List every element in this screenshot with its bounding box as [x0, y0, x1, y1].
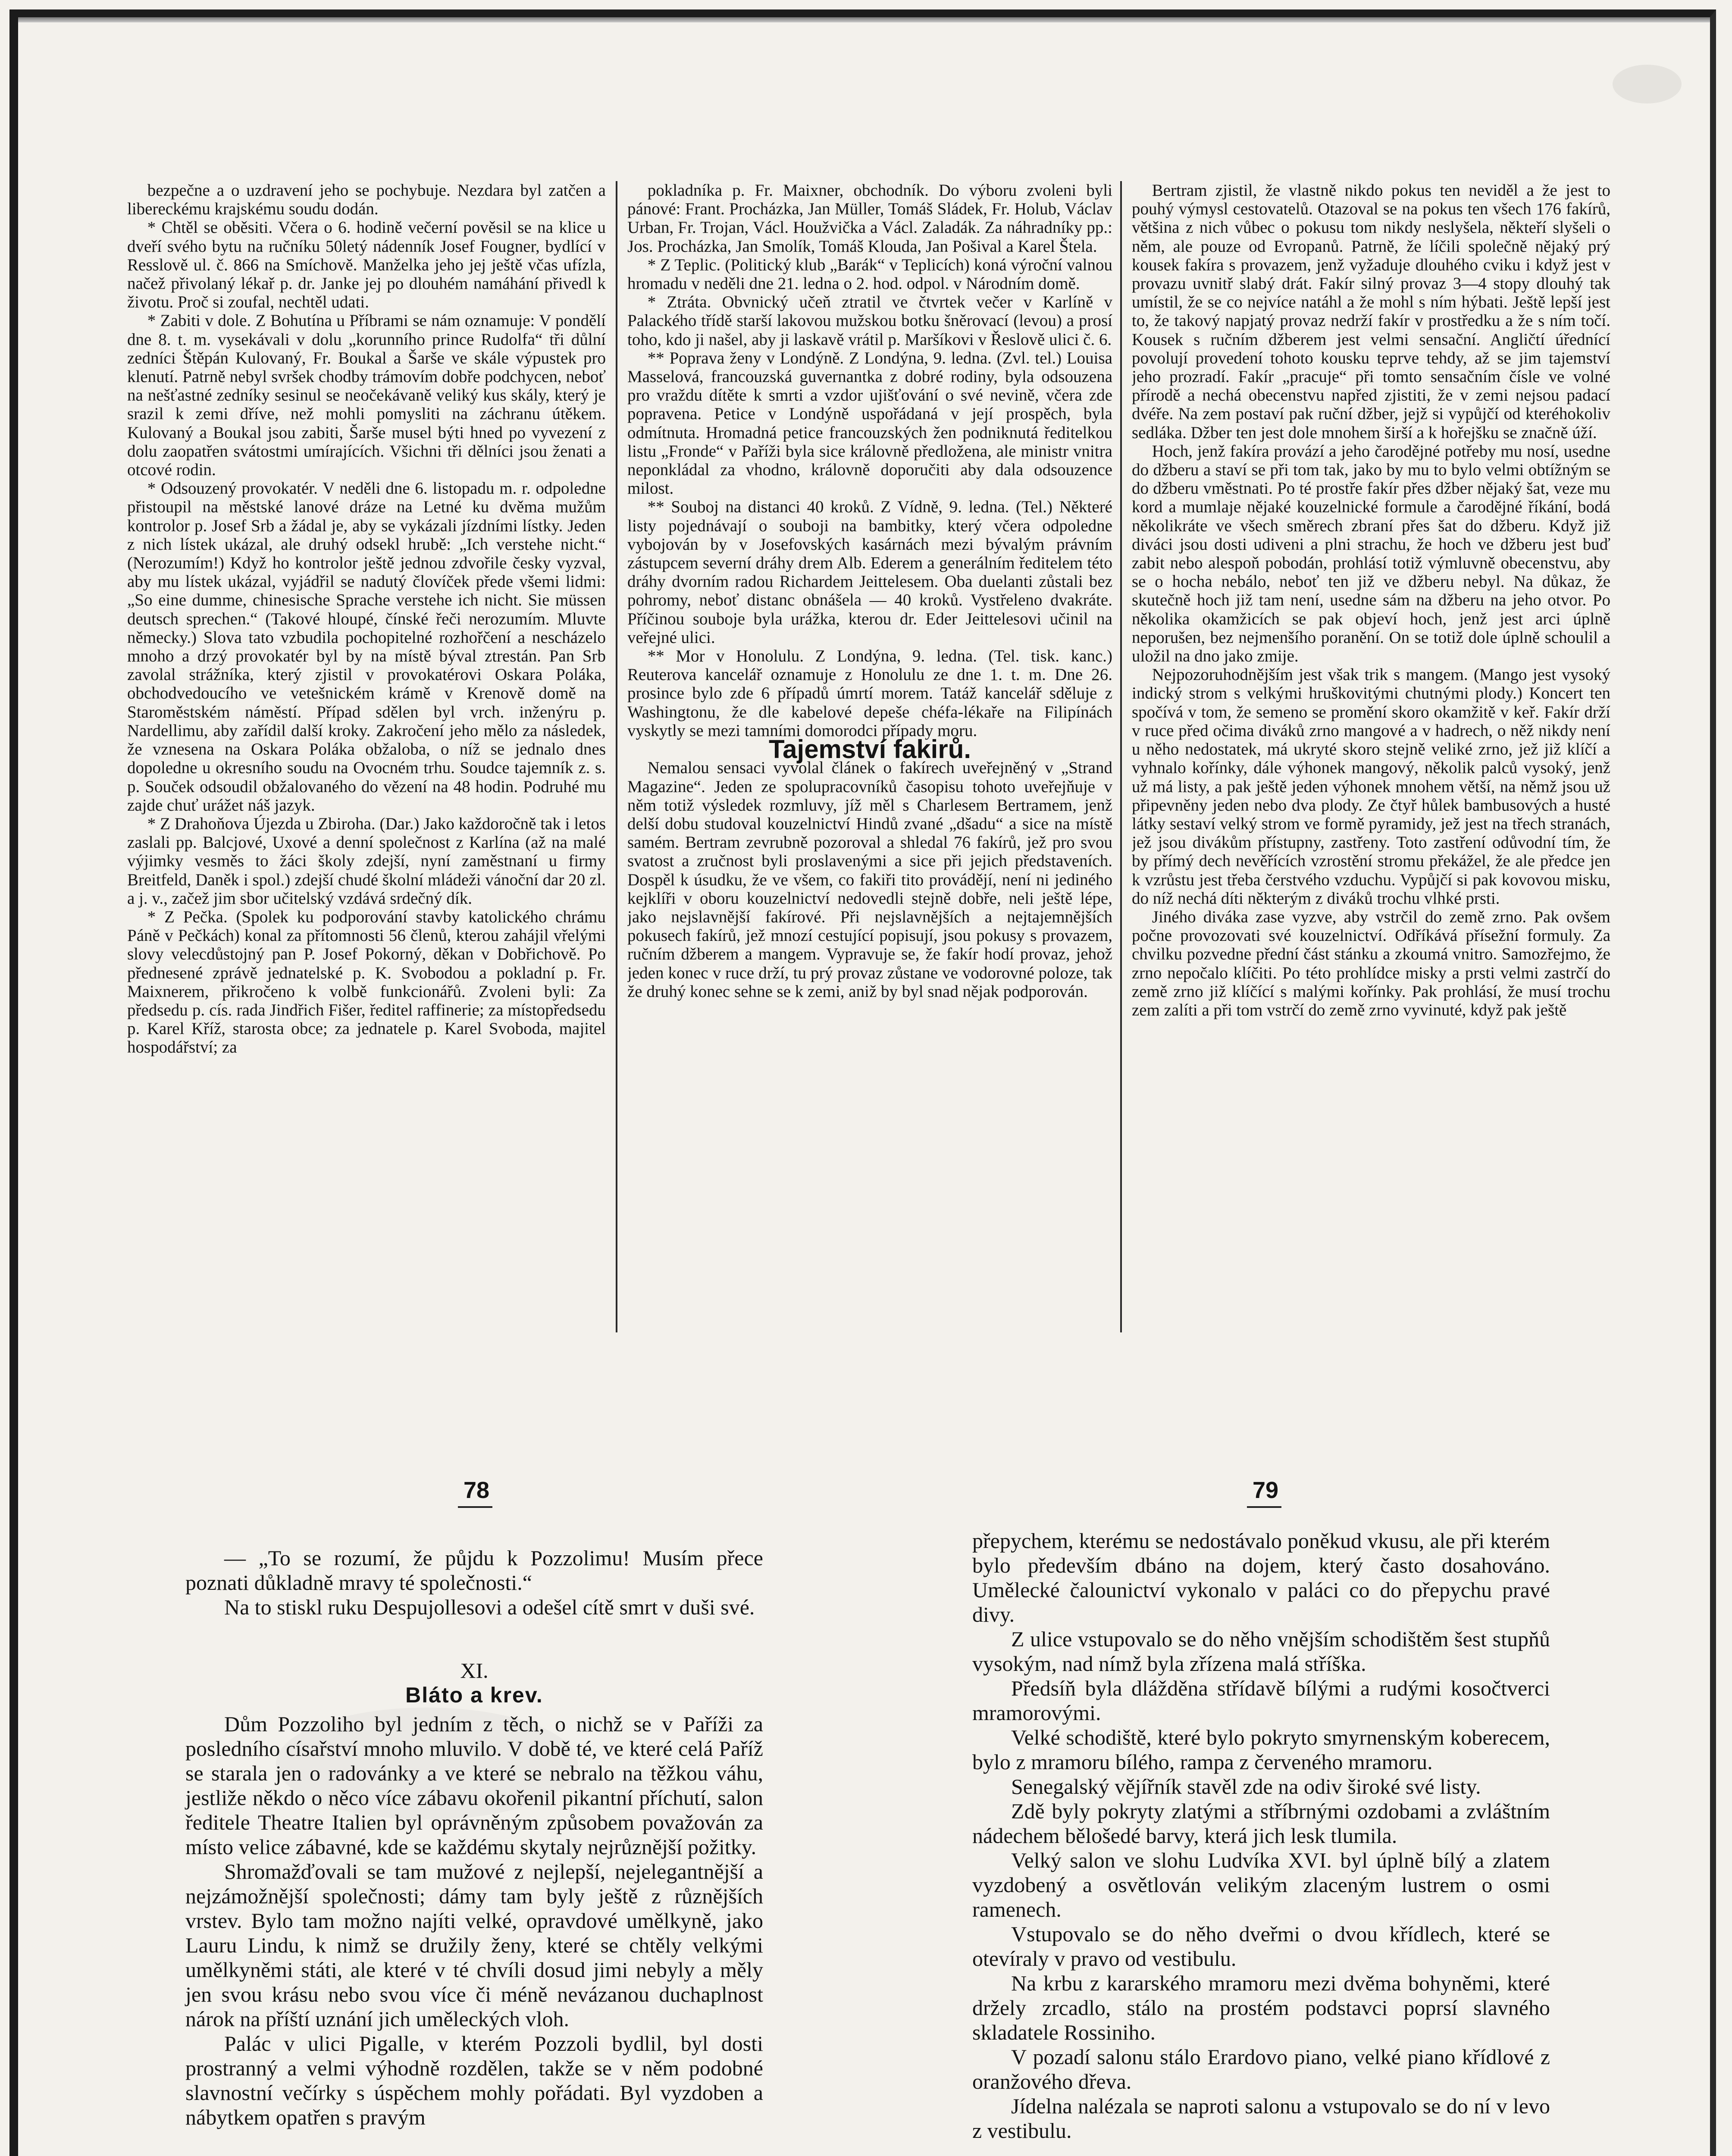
scan-top-edge — [18, 17, 1710, 22]
book-paragraph: Jídelna nalézala se naproti salonu a vstupovalo se do ní v levo z vestibulu. — [972, 2094, 1550, 2143]
book-paragraph: Palác v ulici Pigalle, v kterém Pozzoli bydlil, byl dosti prostranný a velmi výhodně rozdělen, takže se v něm podobné slavnostní večírky s úspěchem mohly pořádati. Byl vyzdoben a nábytkem opatřen s pravým — [185, 2031, 763, 2129]
book-paragraph: přepychem, kterému se nedostávalo poněkud vkusu, ale při kterém bylo především dbáno na dojem, který často dosahováno. Umělecké čalounictví vykonalo v paláci co do přepychu pravé divy. — [972, 1529, 1550, 1626]
news-paragraph: Nemalou sensaci vyvolal článek o fakírech uveřejněný v „Strand Magazine“. Jeden ze spolupracovníků časopisu tohoto uveřejňuje v něm totiž výsledek rozmluvy, jíž měl s Charlesem Bertramem, jenž delší dobu studoval kouzelnictví Hindů zvané „dšadu“ a sice na místě samém. Bertram zevrubně pozoroval a shledal 76 fakírů, jež pro svou svatost a zručnost byli proslavenými a sice při jejich představeních. Dospěl k úsudku, že ve všem, co fakiři tito provádějí, není ni jediného kejklíři v oboru kouzelnictví nedovedli stejně dobře, neli ještě lépe, jako nejslavnější fakírové. Při nejslavnějších a nejtajemnějších pokusech fakírů, jež mnozí cestující popisují, jsou pokusy s provazem, ručním džberem a mangem. Vypravuje se, že fakír hodí provaz, jehož jeden konec v ruce drží, tu prý provaz zůstane ve vodorovné poloze, tak že druhý konec sehne se k zemi, aniž by byl snad nějak podporován. — [627, 758, 1112, 1001]
news-paragraph: ** Poprava ženy v Londýně. Z Londýna, 9. ledna. (Zvl. tel.) Louisa Masselová, francouzská guvernantka z dobré rodiny, byla odsouzena pro vraždu dítěte k smrti a vzdor ujišťování o své nevině, včera zde popravena. Petice v Londýně uspořádaná v její prospěch, byla odmítnuta. Hromadná petice francouzských žen podniknutá ředitelkou listu „Fronde“ v Paříži byla sice královně předložena, ale ministr vnitra neponkládal za vhodno, královně doporučiti aby dala odsouzence milost. — [627, 348, 1112, 498]
book-paragraph: Dům Pozzoliho byl jedním z těch, o nichž se v Paříži za posledního císařství mnoho mluvilo. V době té, ve které celá Paříž se starala jen o radovánky a ve které se nebralo na těžkou váhu, jestliže někdo o něco více zábavu okořenil pikantní příchutí, salon ředitele Theatre Italien byl oprávněným způsobem považován za místo velice zábavné, kde se každému skytaly nejrůznější požitky. — [185, 1712, 763, 1859]
news-paragraph: Hoch, jenž fakíra provází a jeho čarodějné potřeby mu nosí, usedne do džberu a staví se při tom tak, jako by mu to bylo velmi obtížným se do džberu vměstnati. Po té prostře fakír přes džber nějaký šat, veze mu kord a mumlaje nějaké kouzelnické formule a čarodějné říkání, bodá několikráte ve všech směrech zbraní přes šat do džberu. Když již diváci jsou dosti udiveni a plni strachu, že hoch ve džberu jest buď zabit nebo alespoň pobodán, prohlásí totiž výmluvně obecenstvu, aby se o hocha nebálo, neboť ten již ve džberu nebyl. Na důkaz, že skutečně hoch již tam není, usedne sám na džberu na jeho otvor. Po několika okamžicích se pak objeví hoch, jenž jest arci úplně neporušen, bez nejmenšího poranění. On se totiž dole úplně schoulil a uložil na dno jako zmije. — [1132, 442, 1610, 666]
book-paragraph: Velké schodiště, které bylo pokryto smyrnenským koberecem, bylo z mramoru bílého, rampa z červeného mramoru. — [972, 1725, 1550, 1774]
book-paragraph: Předsíň byla dlážděna střídavě bílými a rudými kosočtverci mramorovými. — [972, 1676, 1550, 1725]
book-page-right — [972, 1529, 1550, 2143]
book-paragraph: Na to stiskl ruku Despujollesovi a odešel cítě smrt v duši své. — [224, 1595, 755, 1619]
news-paragraph: * Chtěl se oběsiti. Včera o 6. hodině večerní pověsil se na klice u dveří svého bytu na ručníku 50letý nádenník Josef Fougner, bydlící v Resslově ul. č. 866 na Smíchově. Manželka jeho jej ještě včas ufízla, načež přivolaný lékař p. dr. Janke jej po dlouhém namáhání přivedl k životu. Proč si zoufal, nechtěl udati. — [127, 218, 606, 312]
book-paragraph: Vstupovalo se do něho dveřmi o dvou křídlech, které se otevíraly v pravo od vestibulu. — [972, 1922, 1550, 1971]
news-paragraph: Jiného diváka zase vyzve, aby vstrčil do země zrno. Pak ovšem počne provozovati své kouzelnictví. Odříkává přísežní formuly. Za chvilku pozvedne přední část stánku a zkoumá vnitro. Samozřejmo, že zrno nepočalo klíčiti. Po této prohlídce misky a prsti velmi zastrčí do země zrno již klíčící s malými kořínky. Pak prohlásí, že musí trochu zem zalíti a při tom vstrčí do země zrno vyvinuté, když pak ještě — [1132, 907, 1610, 1019]
news-paragraph: pokladníka p. Fr. Maixner, obchodník. Do výboru zvoleni byli pánové: Frant. Procházka, Jan Müller, Tomáš Sládek, Fr. Holub, Václav Urban, Fr. Trojan, Václ. Houžvička a Václ. Zaladák. Za náhradníky pp.: Jos. Procházka, Jan Smolík, Tomáš Klouda, Jan Pošival a Karel Štela. — [627, 181, 1112, 256]
chapter-title: Bláto a krev. — [405, 1683, 543, 1707]
book-paragraph: Shromažďovali se tam mužové z nejlepší, nejelegantnější a nejzámožnější společnosti; dámy tam byly ještě z různějších vrstev. Bylo tam možno najíti velké, opravdové umělkyně, jako Lauru Lindu, k nimž se družily ženy, které se chtěly velkými umělkyněmi státi, ale které v té chvíli dosud jimi nebyly a měly jen svou krásu nebo svou více či méně nevázanou duchaplnost nárok na příští uznání jich uměleckých vloh. — [185, 1859, 763, 2031]
news-paragraph: * Z Drahoňova Újezda u Zbiroha. (Dar.) Jako každoročně tak i letos zaslali pp. Balcjové, Uxové a denní společnost z Karlína (až na malé výjimky vesměs to žáci školy zdejší, nyní zaměstnaní u firmy Breitfeld, Daněk i spol.) zdejší chudé školní mládeži vánoční dar 20 zl. a j. v., začež jim sbor učitelský vzdává srdečný dík. — [127, 814, 606, 908]
column-divider — [616, 181, 617, 1332]
page-number-underline — [1247, 1506, 1281, 1508]
news-paragraph: bezpečne a o uzdravení jeho se pochybuje. Nezdara byl zatčen a libereckému krajskému soudu dodán. — [127, 181, 606, 219]
news-paragraph: ** Mor v Honolulu. Z Londýna, 9. ledna. (Tel. tisk. kanc.) Reuterova kancelář oznamuje z Honolulu ze dne 1. t. m. Dne 26. prosince bylo zde 6 případů úmrtí morem. Tatáž kancelář sděluje z Washingtonu, že dle kabelové depeše chéfa-lékaře na Filipínách vyskytly se mezi tamními domorodci případy moru. — [627, 647, 1112, 740]
book-paragraph: V pozadí salonu stálo Erardovo piano, velké piano křídlové z oranžového dřeva. — [972, 2045, 1550, 2093]
news-paragraph: * Odsouzený provokatér. V neděli dne 6. listopadu m. r. odpoledne přistoupil na městské lanové dráze na Letné ku dvěma mužům kontrolor p. Josef Srb a žádal je, aby se vykázali jízdními lístky. Jeden z nich lístek ukázal, ale druhý odsekl hrubě: „Ich verstehe nicht.“ (Nerozumím!) Když ho kontrolor ještě jednou zdvořile česky vyzval, aby mu lístek ukázal, vyjádřil se nadutý človíček přede všemi lidmi: „So eine dumme, chinesische Sprache verstehe ich nicht. Sie müssen deutsch sprechen.“ (Takové hloupé, čínské řeči nerozumím. Mluvte německy.) Slova tato vzbudila pochopitelné rozhořčení a nescházelo mnoho a drzý provokatér byl by na místě býval ztrestán. Pan Srb zavolal strážníka, který zjistil v provokatérovi Oskara Poláka, obchodvedoucího ve vetešnickém krámě v Krenově domě na Staroměstském náměstí. Případ sdělen byl vrch. inženýru p. Nardellimu, aby zařídil další kroky. Zakročení jeho mělo za následek, že vznesena na Oskara Poláka obžaloba, o níž se jednalo dnes dopoledne u okresního soudu na Ovocném trhu. Soudce tajemník z. s. p. Souček odsoudil obžalovaného do vězení na 48 hodin. Podruhé mu zajde chuť urážet náš jazyk. — [127, 479, 606, 815]
news-column-middle — [627, 181, 1112, 1337]
news-paragraph: ** Souboj na distanci 40 kroků. Z Vídně, 9. ledna. (Tel.) Některé listy pojednávají o souboji na bambitky, který včera odpoledne vybojován by v Josefovských kasárnách mezi bývalým právním zástupcem severní dráhy drem Alb. Ederem a generálním ředitelem této dráhy dvorním radou Richardem Jeittelesem. Oba duelanti zůstali bez pohromy, neboť distanc obnášela — 40 kroků. Vystřeleno dvakráte. Příčinou souboje byla urážka, kterou dr. Eder Jeittelesovi učinil na veřejné ulici. — [627, 498, 1112, 647]
news-paragraph: * Z Pečka. (Spolek ku podporování stavby katolického chrámu Páně v Pečkách) konal za přítomnosti 56 členů, kterou zahájil vřelými slovy velecdůstojný pan P. Josef Pokorný, děkan v Dobřichově. Po přednesené zprávě jednatelské p. K. Svobodou a pokladní p. Fr. Maixnerem, přikročeno k volbě funkcionářů. Zvoleni byli: Za předsedu p. cís. rada Jindřich Fišer, ředitel raffinerie; za místopředsedu p. Karel Kříž, starosta obce; za jednatele p. Karel Svoboda, majitel hospodářství; za — [127, 907, 606, 1057]
news-column-right — [1132, 181, 1610, 1337]
news-paragraph: * Z Teplic. (Politický klub „Barák“ v Teplicích) koná výroční valnou hromadu v neděli dne 21. ledna o 2. hod. odpol. v Národním domě. — [627, 255, 1112, 293]
news-column-left — [127, 181, 606, 1337]
book-page-left — [185, 1546, 763, 2130]
news-paragraph: * Zabiti v dole. Z Bohutína u Příbrami se nám oznamuje: V pondělí dne 8. t. m. vysekávali v dolu „korunního prince Rudolfa“ tři důlní zedníci Štěpán Kulovaný, Fr. Boukal a Šarše ve skále výpustek pro klenutí. Patrně nebyl svršek chodby trámovím dobře podchycen, neboť na nešťastné zedníky sesinul se neočekávaně veliký kus skály, který je srazil k zemi dříve, než mohli pomysliti na záchranu útěkem. Kulovaný a Boukal jsou zabiti, Šarše musel býti hned po vyvezení z dolu zaopatřen svátostmi umírajících. Všichni tři dělníci jsou ženati a otcové rodin. — [127, 311, 606, 479]
news-paragraph: * Ztráta. Obvnický učeň ztratil ve čtvrtek večer v Karlíně v Palackého třídě starší lakovou mužskou botku šněrovací (levou) a prosí toho, kdo ji našel, aby ji laskavě vrátil p. Maršíkovi v Řeslově ulici č. 6. — [627, 293, 1112, 349]
news-paragraph: Nejpozoruhodnějším jest však trik s mangem. (Mango jest vysoký indický strom s velkými hruškovitými chutnými plody.) Koncert ten spočívá v tom, že semeno se promění skoro okamžitě v keř. Fakír drží v ruce před očima diváků zrno mangové a v hadrech, o něž nikdy není u něho nedostatek, má ukryté skoro stejně veliké zrno, jež již klíčí a vyhnalo kořínky, dále výhonek mangový, několik palců vysoký, jenž už má listy, a pak ještě jeden výhonek mnohem větší, na němž jsou už připevněny jeden nebo dva plody. Ze čtyř hůlek bambusových a husté látky sestaví velký strom ve formě pyramidy, jež jest na třech stranách, jež jsou divákům přístupny, zastřeny. Toto zastření odůvodní tím, že by přímý dech nevěřících vzrostění stromu překážel, že ale předce jen k vzrůstu jest třeba čerstvého vzduchu. Vypůjčí si pak kovovou misku, do níž nechá díti některým z diváků trochu vlhké prsti. — [1132, 665, 1610, 908]
column-divider — [1120, 181, 1122, 1332]
news-paragraph: Bertram zjistil, že vlastně nikdo pokus ten neviděl a že jest to pouhý výmysl cestovatelů. Otazoval se na pokus ten všech 176 fakírů, většina z nich vůbec o pokusu tom nikdy neslyšela, někteří slyšeli o něm, ale pouze od Evropanů. Patrně, že líčili společně nějaký prý kousek fakíra s provazem, jenž vyžaduje dlouhého cviku i když jest v provazu uvnitř slabý drát. Fakír silný provaz 3—4 stopy dlouhý tak umístil, že se co nejvíce natáhl a že mohl s ním hýbati. Ještě lepší jest to, že takový napjatý provaz nedrží fakír v prostředku a že s ním točí. Kousek s ručním džberem jest velmi sensační. Angličtí úřednící povolují provedení tohoto kousku teprve tehdy, až se jim tajemství jeho prozradí. Fakír „pracuje“ při tomto sensačním čísle ve volné přírodě a nechá obecenstvu napřed zjistiti, že v zemi nejsou padací dvéře. Na zem postaví pak ruční džber, jejž si vypůjčí od kteréhokoliv sedláka. Džber ten jest dole mnohem širší a k hořejšku se značně úží. — [1132, 181, 1610, 442]
book-paragraph: Senegalský vějířník stavěl zde na odiv široké své listy. — [1011, 1774, 1481, 1799]
book-paragraph: Zdě byly pokryty zlatými a stříbrnými ozdobami a zvláštním nádechem bělošedé barvy, která jich lesk tlumila. — [972, 1799, 1550, 1848]
book-paragraph: Na krbu z kararského mramoru mezi dvěma bohyněmi, které držely zrcadlo, stálo na prostém podstavci poprsí slavného skladatele Rossiniho. — [972, 1971, 1550, 2044]
article-heading: Tajemství fakirů. — [768, 735, 971, 764]
smudge-mark — [1613, 65, 1682, 103]
page-number-underline — [458, 1506, 492, 1508]
page-number-left: 78 — [464, 1477, 490, 1503]
page-number-right: 79 — [1253, 1477, 1279, 1503]
book-paragraph: Z ulice vstupovalo se do něho vnějším schodištěm šest stupňů vysokým, nad nímž byla zřízena malá stříška. — [972, 1627, 1550, 1676]
book-paragraph: Velký salon ve slohu Ludvíka XVI. byl úplně bílý a zlatem vyzdobený a osvětlován velikým zlaceným lustrem o osmi ramenech. — [972, 1848, 1550, 1921]
book-paragraph: — „To se rozumí, že půjdu k Pozzolimu! Musím přece poznati důkladně mravy té společnosti.“ — [185, 1546, 763, 1595]
chapter-number: XI. — [460, 1658, 489, 1683]
